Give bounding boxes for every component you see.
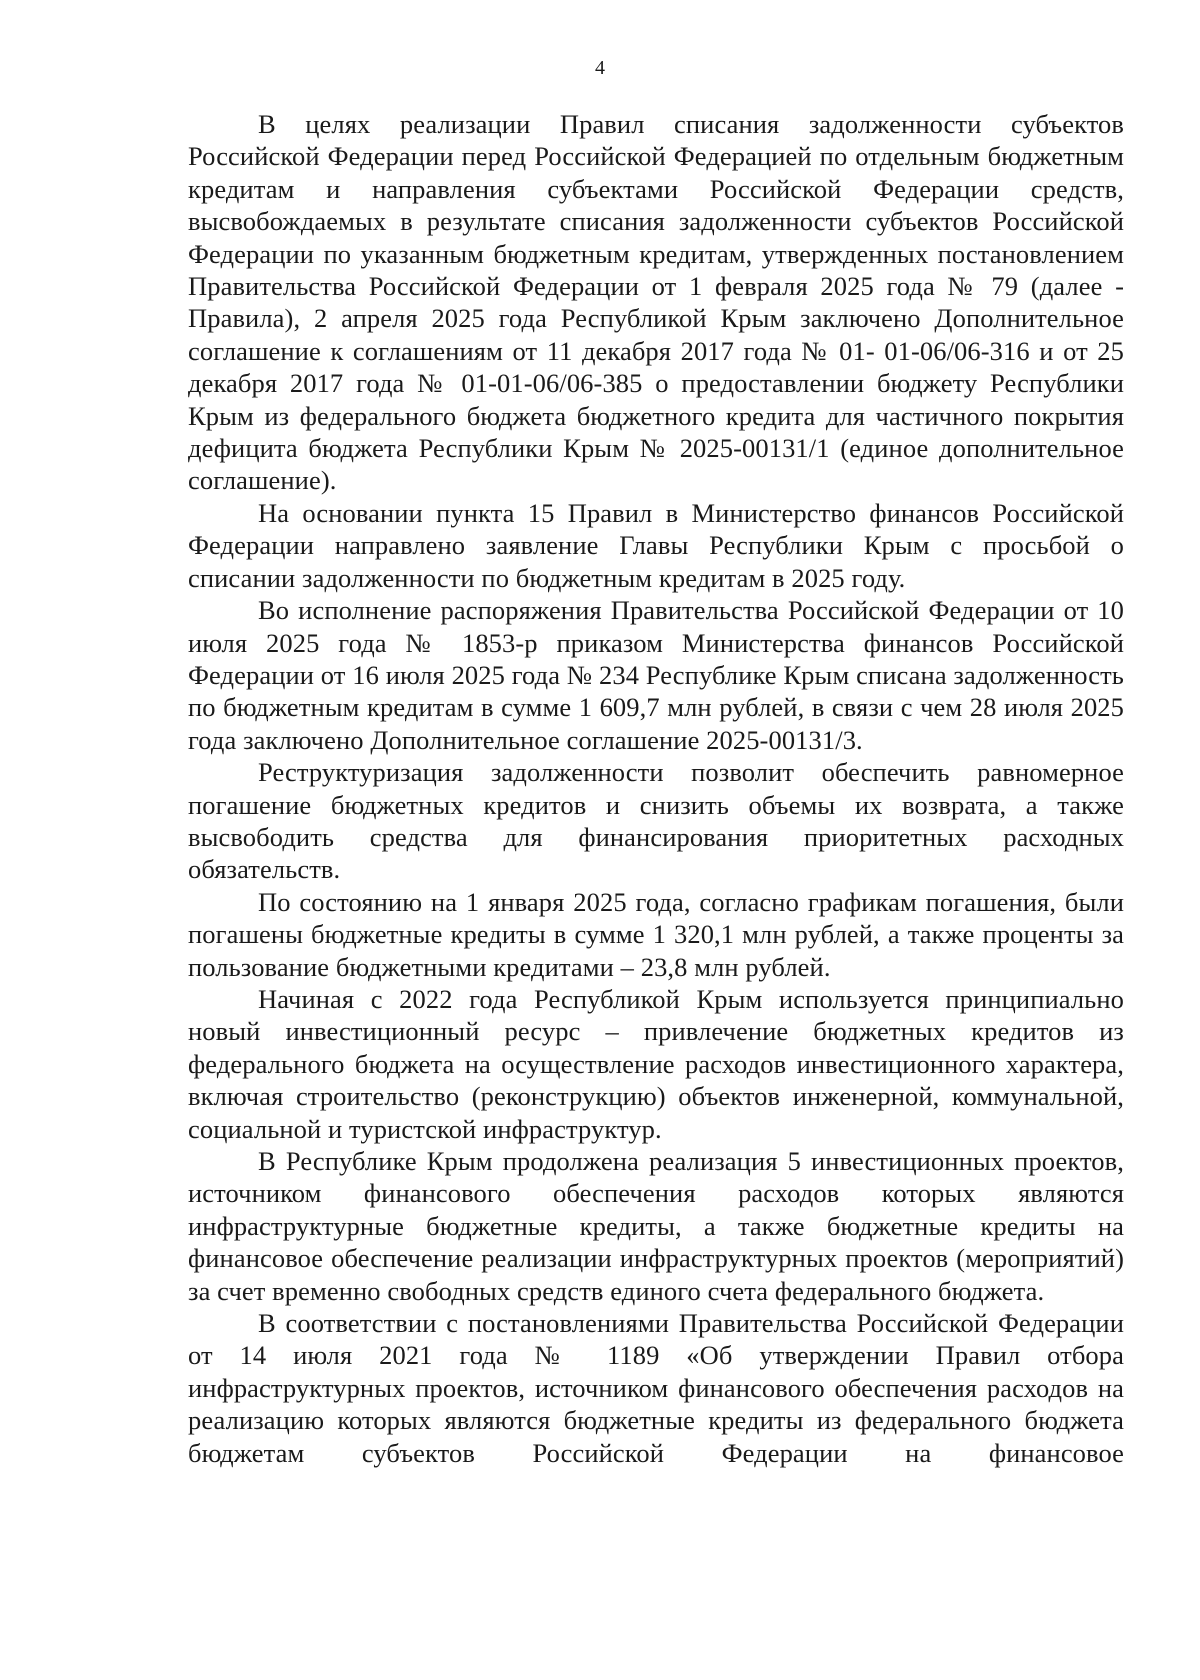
paragraph-investment-resource: Начиная с 2022 года Республикой Крым используется принципиально новый инвестиционный ресурс – привлечение бюджетных кредитов из федерального бюджета на осуществление расходов инвестиционного характера, включая строительство (реконструкцию) объектов инженерной, коммунальной, социальной и туристской инфраструктур.	[188, 983, 1124, 1144]
paragraph-debt-write-off-rules: В целях реализации Правил списания задолженности субъектов Российской Федерации перед Российской Федерацией по отдельным бюджетным кредитам и направления субъектами Российской Федерации средств, высвобождаемых в результате списания задолженности субъектов Российской Федерации по указанным бюджетным кредитам, утвержденных постановлением Правительства Российской Федерации от 1 февраля 2025 года № 79 (далее - Правила), 2 апреля 2025 года Республикой Крым заключено Дополнительное соглашение к соглашениям от 11 декабря 2017 года № 01- 01-06/06-316 и от 25 декабря 2017 года № 01-01-06/06-385 о предоставлении бюджету Республики Крым из федерального бюджета бюджетного кредита для частичного покрытия дефицита бюджета Республики Крым № 2025-00131/1 (единое дополнительное соглашение).	[188, 109, 1124, 496]
document-body	[188, 108, 1124, 1469]
paragraph-government-resolutions: В соответствии с постановлениями Правительства Российской Федерации от 14 июля 2021 года № 1189 «Об утверждении Правил отбора инфраструктурных проектов, источником финансового обеспечения расходов на реализацию которых являются бюджетные кредиты из федерального бюджета бюджетам субъектов Российской Федерации на финансовое	[188, 1308, 1124, 1468]
paragraph-investment-projects: В Республике Крым продолжена реализация 5 инвестиционных проектов, источником финансового обеспечения расходов которых являются инфраструктурные бюджетные кредиты, а также бюджетные кредиты на финансовое обеспечение реализации инфраструктурных проектов (мероприятий) за счет временно свободных средств единого счета федерального бюджета.	[188, 1146, 1124, 1306]
paragraph-restructuring: Реструктуризация задолженности позволит обеспечить равномерное погашение бюджетных кредитов и снизить объемы их возврата, а также высвободить средства для финансирования приоритетных расходных обязательств.	[188, 757, 1124, 885]
page-number: 4	[595, 57, 605, 79]
paragraph-debt-written-off: Во исполнение распоряжения Правительства Российской Федерации от 10 июля 2025 года № 1853-р приказом Министерства финансов Российской Федерации от 16 июля 2025 года № 234 Республике Крым списана задолженность по бюджетным кредитам в сумме 1 609,7 млн рублей, в связи с чем 28 июля 2025 года заключено Дополнительное соглашение 2025-00131/3.	[188, 595, 1124, 755]
paragraph-repaid-credits: По состоянию на 1 января 2025 года, согласно графикам погашения, были погашены бюджетные кредиты в сумме 1 320,1 млн рублей, а также проценты за пользование бюджетными кредитами – 23,8 млн рублей.	[188, 886, 1124, 982]
paragraph-application-to-minfin: На основании пункта 15 Правил в Министерство финансов Российской Федерации направлено заявление Главы Республики Крым с просьбой о списании задолженности по бюджетным кредитам в 2025 году.	[188, 497, 1124, 593]
